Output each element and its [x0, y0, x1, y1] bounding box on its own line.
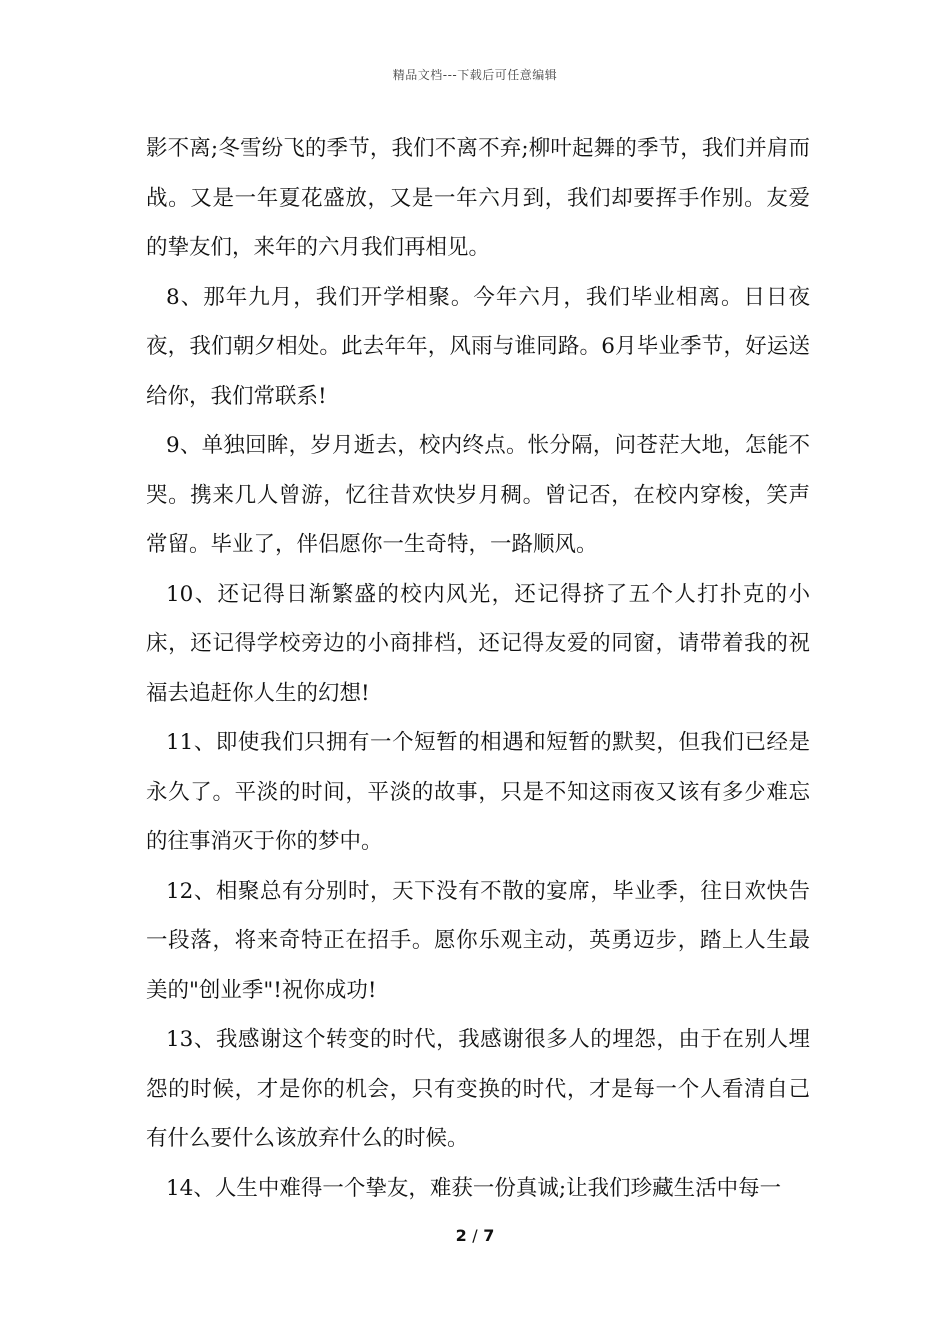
- paragraph-continuation: 影不离;冬雪纷飞的季节，我们不离不弃;柳叶起舞的季节，我们并肩而战。又是一年夏花盛放，又是一年六月到，我们却要挥手作别。友爱的挚友们，来年的六月我们再相见。: [146, 136, 810, 260]
- page-number: 2: [455, 1226, 467, 1245]
- paragraph-item-13: 13、我感谢这个转变的时代，我感谢很多人的埋怨，由于在别人埋怨的时候，才是你的机会，只有变换的时代，才是每一个人看清自己有什么要什么该放弃什么的时候。: [146, 1027, 810, 1151]
- paragraph-item-14: 14、人生中难得一个挚友，难获一份真诚;让我们珍藏生活中每一: [166, 1175, 782, 1201]
- page-header: 精品文档---下载后可任意编辑: [392, 68, 558, 82]
- paragraph-item-8: 8、那年九月，我们开学相聚。今年六月，我们毕业相离。日日夜夜，我们朝夕相处。此去年年，风雨与谁同路。6月毕业季节，好运送给你，我们常联系!: [146, 284, 810, 409]
- page-total: 7: [483, 1226, 495, 1245]
- paragraph-item-10: 10、还记得日渐繁盛的校内风光，还记得挤了五个人打扑克的小床，还记得学校旁边的小商排档，还记得友爱的同窗，请带着我的祝福去追赶你人生的幻想!: [146, 581, 810, 706]
- page-separator: /: [472, 1226, 478, 1245]
- paragraph-item-12: 12、相聚总有分别时，天下没有不散的宴席，毕业季，往日欢快告一段落，将来奇特正在招手。愿你乐观主动，英勇迈步，踏上人生最美的"创业季"!祝你成功!: [146, 878, 810, 1003]
- page-footer: [0, 1226, 950, 1245]
- document-body: [146, 124, 810, 1213]
- paragraph-item-11: 11、即使我们只拥有一个短暂的相遇和短暂的默契，但我们已经是永久了。平淡的时间，平淡的故事，只是不知这雨夜又该有多少难忘的往事消灭于你的梦中。: [146, 730, 810, 854]
- paragraph-item-9: 9、单独回眸，岁月逝去，校内终点。怅分隔，问苍茫大地，怎能不哭。携来几人曾游，忆往昔欢快岁月稠。曾记否，在校内穿梭，笑声常留。毕业了，伴侣愿你一生奇特，一路顺风。: [146, 433, 810, 557]
